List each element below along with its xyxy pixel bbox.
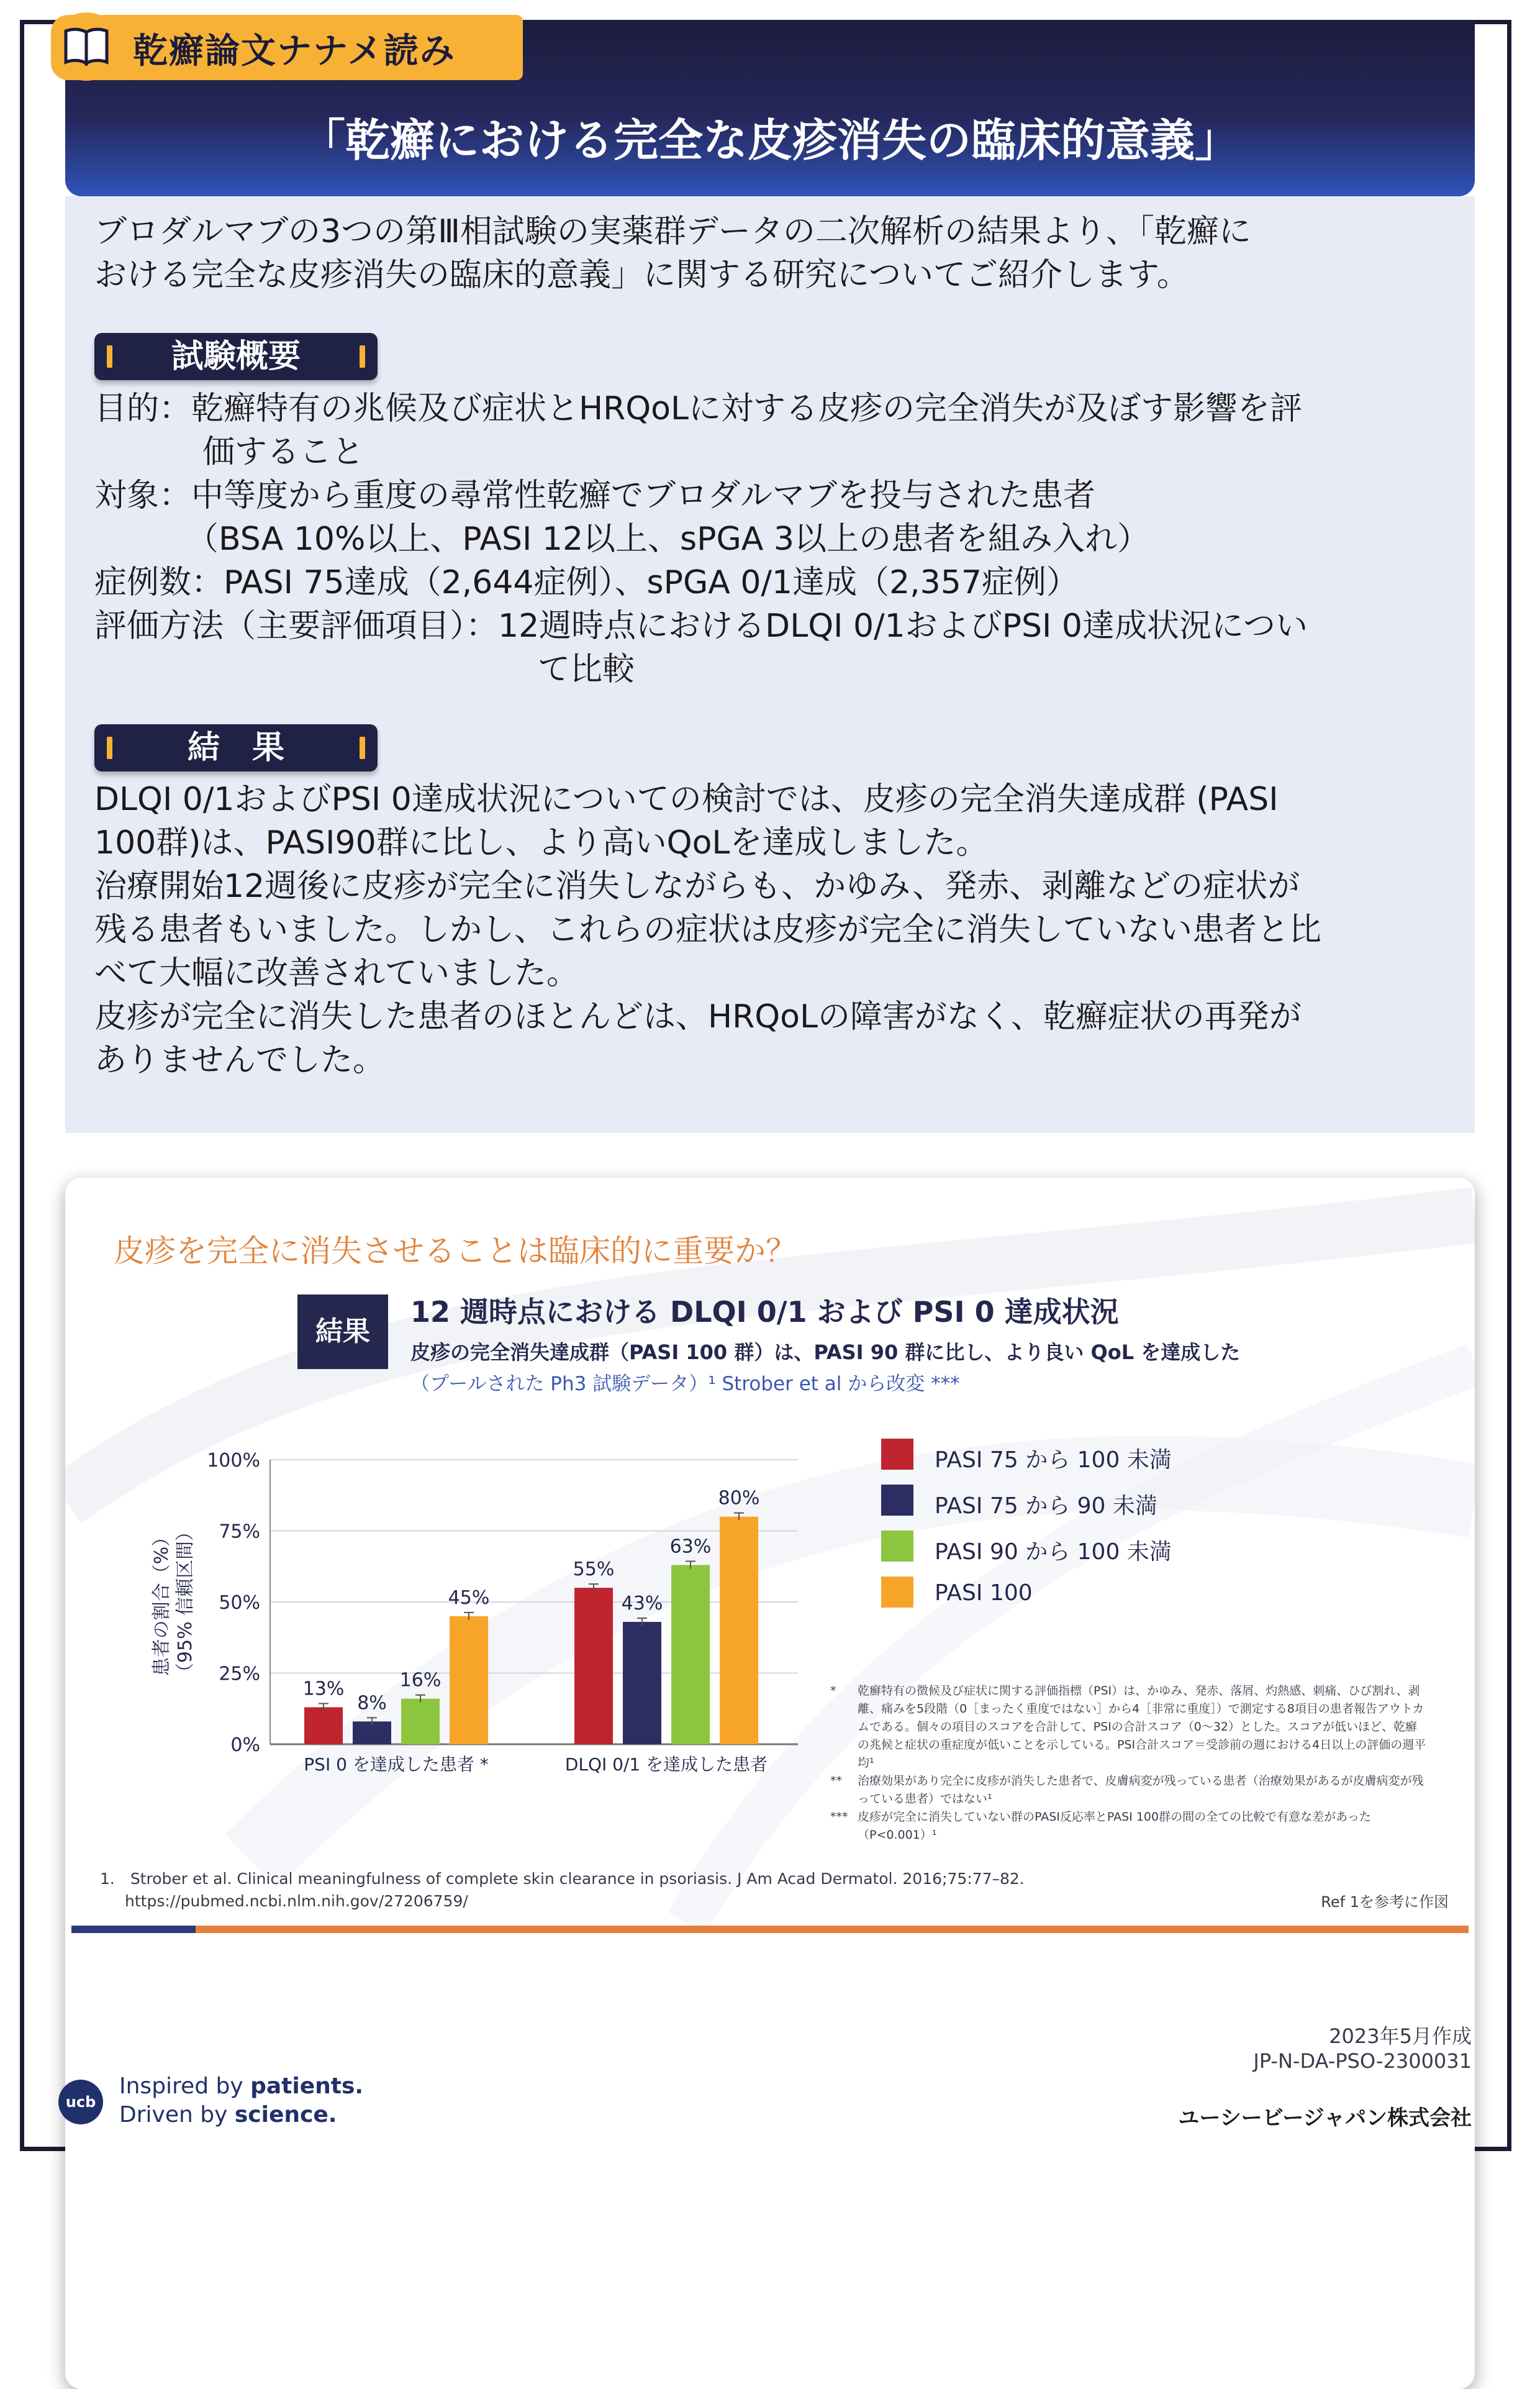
reference-citation: 1. Strober et al. Clinical meaningfulness of complete skin clearance in psoriasis. J Am Acad Dermatol. 2016;75:77–82. — [100, 1870, 1025, 1888]
result-label-box: 結果 — [297, 1295, 388, 1369]
y-tick-label: 50% — [219, 1592, 260, 1614]
x-category-label: PSI 0 を達成した患者 * — [304, 1754, 489, 1775]
reference-url: https://pubmed.ncbi.nlm.nih.gov/27206759/ — [125, 1892, 468, 1910]
figure-footnotes — [830, 1682, 1426, 1844]
intro-line: ブロダルマブの3つの第Ⅲ相試験の実薬群データの二次解析の結果より、「乾癬に — [94, 213, 1251, 250]
company-name: ユーシービージャパン株式会社 — [1178, 2106, 1472, 2131]
intro-text — [94, 210, 1448, 297]
method-row — [94, 604, 1308, 648]
purpose-text: 乾癬特有の兆候及び症状とHRQoLに対する皮疹の完全消失が及ぼす影響を評 — [191, 390, 1302, 427]
document-code: JP-N-DA-PSO-2300031 — [1253, 2049, 1472, 2073]
results-line: べて大幅に改善されていました。 — [94, 955, 579, 992]
data-label: 55% — [573, 1559, 615, 1581]
footnote-text: 乾癬特有の徴候及び症状に関する評価指標（PSI）は、かゆみ、発赤、落屑、灼熱感、刺痛、ひび割れ、剥離、痛みを5段階（0［まったく重度ではない］から4［非常に重度］）で測定する8項目の患者報告アウトカムである。個々の項目のスコアを合計して、PSIの合計スコア（0〜32）とした。スコアが低いほど、乾癬の兆候と症状の重症度が低いことを示している。PSI合計スコア＝受診前の週における4日以上の評価の週平均¹ — [858, 1684, 1426, 1770]
bar — [623, 1622, 661, 1744]
purpose-label: 目的： — [94, 390, 192, 427]
results-text — [94, 778, 1448, 1082]
y-axis-label-line: （95% 信頼区間） — [174, 1522, 196, 1682]
bar — [401, 1699, 440, 1744]
bar — [574, 1588, 613, 1744]
results-line: 残る患者もいました。しかし、これらの症状は皮疹が完全に消失していない患者と比 — [94, 911, 1322, 949]
figure-title: 12 週時点における DLQI 0/1 および PSI 0 達成状況 — [410, 1295, 1119, 1329]
legend-swatch — [881, 1439, 913, 1470]
method-row-cont: て比較 — [538, 651, 635, 688]
footnote-text: 治療効果があり完全に皮疹が消失した患者で、皮膚病変が残っている患者（治療効果があるが皮膚病変が残っている患者）ではない¹ — [858, 1774, 1424, 1806]
method-label: 評価方法（主要評価項目）： — [94, 607, 499, 645]
y-axis-label-line: 患者の割合（%） — [151, 1527, 173, 1677]
figure-accent-navy — [71, 1926, 196, 1933]
y-axis-label — [151, 1522, 196, 1681]
data-label: 13% — [302, 1678, 345, 1700]
subject-row-cont: （BSA 10%以上、PASI 12以上、sPGA 3以上の患者を組み入れ） — [186, 521, 1149, 558]
results-line: 100群)は、PASI90群に比し、より高いQoLを達成しました。 — [94, 824, 989, 862]
legend-label: PASI 100 — [935, 1580, 1033, 1606]
footnote — [830, 1772, 1426, 1808]
intro-line: おける完全な皮疹消失の臨床的意義」に関する研究についてご紹介します。 — [94, 257, 1189, 294]
legend-label: PASI 75 から 90 未満 — [935, 1493, 1157, 1519]
data-label: 63% — [669, 1536, 712, 1558]
footnote — [830, 1682, 1426, 1772]
results-line: 皮疹が完全に消失した患者のほとんどは、HRQoLの障害がなく、乾癬症状の再発が — [94, 998, 1302, 1035]
footnote-mark: ** — [830, 1774, 842, 1788]
data-label: 16% — [399, 1669, 442, 1691]
legend-label: PASI 90 から 100 未満 — [935, 1539, 1172, 1565]
tagline-patients: Inspired by patients. — [119, 2073, 364, 2099]
results-heading: 結 果 — [94, 724, 378, 771]
subject-text: 中等度から重度の尋常性乾癬でブロダルマブを投与された患者 — [191, 477, 1096, 514]
ucb-logo: ucb — [58, 2080, 103, 2124]
y-tick-label: 25% — [219, 1663, 260, 1685]
bar-chart — [65, 1178, 835, 1855]
cases-row: 症例数：PASI 75達成（2,644症例）、sPGA 0/1達成（2,357症例） — [94, 564, 1079, 601]
creation-date: 2023年5月作成 — [1329, 2024, 1472, 2048]
results-line: DLQI 0/1およびPSI 0達成状況についての検討では、皮疹の完全消失達成群 (PASI — [94, 781, 1279, 818]
legend-swatch — [881, 1485, 913, 1516]
page-title: 「乾癬における完全な皮疹消失の臨床的意義」 — [300, 114, 1239, 166]
bar — [720, 1517, 758, 1744]
overview-heading: 試験概要 — [94, 333, 378, 380]
bar — [671, 1565, 710, 1744]
bar — [450, 1616, 488, 1744]
subject-label: 対象： — [94, 477, 192, 514]
data-label: 45% — [448, 1586, 490, 1609]
tagline-science: Driven by science. — [119, 2102, 337, 2127]
footnote-mark: * — [830, 1684, 836, 1698]
legend-swatch — [881, 1531, 913, 1562]
purpose-row-cont: 価すること — [202, 434, 365, 471]
figure-question: 皮疹を完全に消失させることは臨床的に重要か？ — [114, 1233, 797, 1269]
purpose-row — [94, 387, 1302, 430]
figure-source-line: （プールされた Ph3 試験データ）¹ Strober et al から改変 *** — [410, 1373, 960, 1395]
x-category-label: DLQI 0/1 を達成した患者 — [564, 1754, 768, 1775]
series-title: 乾癬論文ナナメ読み — [133, 31, 456, 71]
footnote — [830, 1808, 1426, 1844]
footnote-text: 皮疹が完全に消失していない群のPASI反応率とPASI 100群の間の全ての比較で有意な差があった（P<0.001）¹ — [858, 1810, 1371, 1842]
method-text: 12週時点におけるDLQI 0/1およびPSI 0達成状況につい — [498, 607, 1308, 645]
footnote-mark: *** — [830, 1810, 848, 1824]
data-label: 43% — [621, 1593, 663, 1615]
data-label: 80% — [718, 1487, 760, 1509]
legend-swatch — [881, 1577, 913, 1608]
figure-source-note: Ref 1を参考に作図 — [1321, 1893, 1449, 1911]
document-meta — [1253, 2024, 1472, 2073]
y-tick-label: 0% — [230, 1734, 260, 1756]
bar — [304, 1707, 343, 1744]
y-tick-label: 75% — [219, 1521, 260, 1543]
y-tick-label: 100% — [207, 1450, 260, 1472]
legend-label: PASI 75 から 100 未満 — [935, 1447, 1172, 1473]
results-line: 治療開始12週後に皮疹が完全に消失しながらも、かゆみ、発赤、剥離などの症状が — [94, 868, 1300, 905]
results-line: ありませんでした。 — [94, 1042, 386, 1079]
book-icon — [52, 12, 120, 81]
figure-reference — [100, 1868, 1025, 1913]
figure-card — [65, 1178, 1475, 2389]
figure-accent-orange — [196, 1926, 1469, 1933]
data-label: 8% — [357, 1692, 387, 1714]
figure-subtitle: 皮疹の完全消失達成群（PASI 100 群）は、PASI 90 群に比し、より良い QoL を達成した — [410, 1340, 1241, 1364]
subject-row — [94, 474, 1095, 517]
